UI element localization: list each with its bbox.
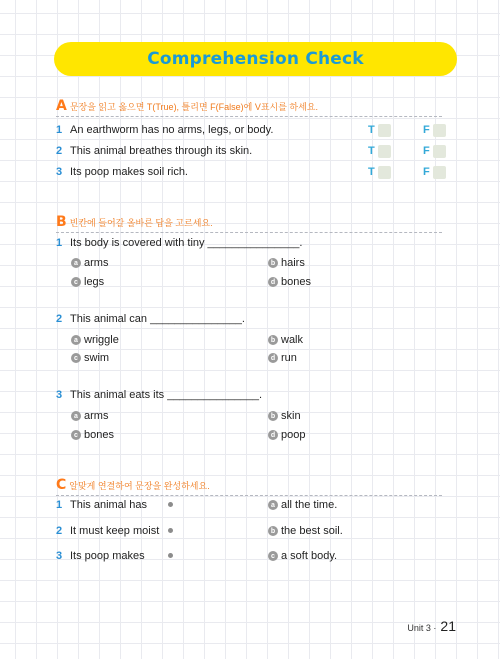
match-number: 1	[56, 499, 63, 511]
match-text: Its poop makes	[70, 550, 145, 562]
section-a-header	[56, 98, 318, 114]
section-b-header	[56, 214, 213, 230]
false-label: F	[423, 145, 430, 157]
tf-item-2	[56, 143, 446, 159]
title-banner	[54, 42, 457, 76]
option-letter-badge: d	[268, 277, 278, 287]
match-text: It must keep moist	[70, 525, 160, 537]
option-d[interactable]	[268, 428, 305, 442]
option-text: bones	[281, 276, 311, 288]
option-letter-badge: c	[71, 430, 81, 440]
true-label: T	[368, 166, 375, 178]
match-dot-left-2[interactable]	[168, 528, 173, 533]
question-text: Its body is covered with tiny _______________.	[70, 237, 303, 249]
item-number: 3	[56, 166, 63, 178]
match-text: the best soil.	[281, 525, 343, 537]
true-checkbox[interactable]	[378, 166, 391, 179]
statement-text: Its poop makes soil rich.	[70, 166, 188, 178]
section-b-instruction: 빈칸에 들어갈 올바른 답을 고르세요.	[69, 217, 213, 228]
question-b2	[56, 311, 245, 327]
option-letter-badge: b	[268, 335, 278, 345]
section-a-letter: A	[56, 98, 67, 114]
option-d[interactable]	[268, 275, 311, 289]
false-label: F	[423, 166, 430, 178]
match-dot-left-1[interactable]	[168, 502, 173, 507]
option-text: skin	[281, 410, 301, 422]
page-footer	[407, 618, 456, 634]
option-text: wriggle	[84, 334, 119, 346]
option-b[interactable]	[268, 409, 301, 423]
option-c[interactable]	[71, 351, 109, 365]
option-letter-badge: a	[71, 411, 81, 421]
option-c[interactable]	[71, 275, 104, 289]
option-letter-badge: c	[71, 353, 81, 363]
statement-text: This animal breathes through its skin.	[70, 145, 253, 157]
option-text: poop	[281, 429, 306, 441]
section-b-letter: B	[56, 214, 67, 230]
match-left-3	[56, 548, 145, 564]
option-text: run	[281, 352, 297, 364]
match-letter-badge: c	[268, 551, 278, 561]
section-a-divider	[56, 116, 442, 117]
question-text: This animal can _______________.	[70, 313, 245, 325]
section-c-divider	[56, 495, 442, 496]
page-number: 21	[440, 618, 456, 634]
item-number: 1	[56, 124, 63, 136]
question-number: 1	[56, 237, 63, 249]
question-number: 3	[56, 389, 63, 401]
question-text: This animal eats its _______________.	[70, 389, 263, 401]
option-a[interactable]	[71, 409, 108, 423]
false-checkbox[interactable]	[433, 124, 446, 137]
page-title: Comprehension Check	[147, 49, 364, 69]
section-c-letter: C	[56, 477, 67, 493]
question-b3	[56, 387, 262, 403]
false-checkbox[interactable]	[433, 145, 446, 158]
option-b[interactable]	[268, 333, 303, 347]
true-label: T	[368, 124, 375, 136]
option-text: swim	[84, 352, 110, 364]
option-text: walk	[281, 334, 304, 346]
option-text: bones	[84, 429, 114, 441]
option-b[interactable]	[268, 256, 305, 270]
match-number: 2	[56, 525, 63, 537]
tf-item-1	[56, 122, 446, 138]
false-label: F	[423, 124, 430, 136]
statement-text: An earthworm has no arms, legs, or body.	[70, 124, 274, 136]
option-letter-badge: d	[268, 353, 278, 363]
option-letter-badge: c	[71, 277, 81, 287]
section-c-header	[56, 477, 210, 493]
option-d[interactable]	[268, 351, 297, 365]
option-text: arms	[84, 257, 109, 269]
section-c-instruction: 알맞게 연결하여 문장을 완성하세요.	[69, 480, 210, 491]
match-left-2	[56, 523, 159, 539]
option-letter-badge: a	[71, 335, 81, 345]
tf-item-3	[56, 164, 446, 180]
option-text: legs	[84, 276, 105, 288]
match-right-a[interactable]	[268, 498, 337, 512]
item-number: 2	[56, 145, 63, 157]
option-c[interactable]	[71, 428, 114, 442]
option-letter-badge: a	[71, 258, 81, 268]
match-letter-badge: a	[268, 500, 278, 510]
option-text: hairs	[281, 257, 305, 269]
match-text: This animal has	[70, 499, 148, 511]
match-right-b[interactable]	[268, 524, 343, 538]
option-a[interactable]	[71, 256, 108, 270]
option-text: arms	[84, 410, 109, 422]
true-label: T	[368, 145, 375, 157]
match-letter-badge: b	[268, 526, 278, 536]
question-b1	[56, 235, 302, 251]
option-letter-badge: b	[268, 411, 278, 421]
match-text: a soft body.	[281, 550, 338, 562]
option-letter-badge: d	[268, 430, 278, 440]
question-number: 2	[56, 313, 63, 325]
true-checkbox[interactable]	[378, 124, 391, 137]
match-right-c[interactable]	[268, 549, 337, 563]
section-b-divider	[56, 232, 442, 233]
match-left-1	[56, 497, 147, 513]
section-a-instruction: 문장을 읽고 옳으면 T(True), 틀리면 F(False)에 V표시를 하세요.	[69, 101, 319, 112]
option-letter-badge: b	[268, 258, 278, 268]
match-dot-left-3[interactable]	[168, 553, 173, 558]
match-text: all the time.	[281, 499, 338, 511]
match-number: 3	[56, 550, 63, 562]
unit-label: Unit 3 ·	[407, 623, 437, 633]
false-checkbox[interactable]	[433, 166, 446, 179]
option-a[interactable]	[71, 333, 119, 347]
true-checkbox[interactable]	[378, 145, 391, 158]
